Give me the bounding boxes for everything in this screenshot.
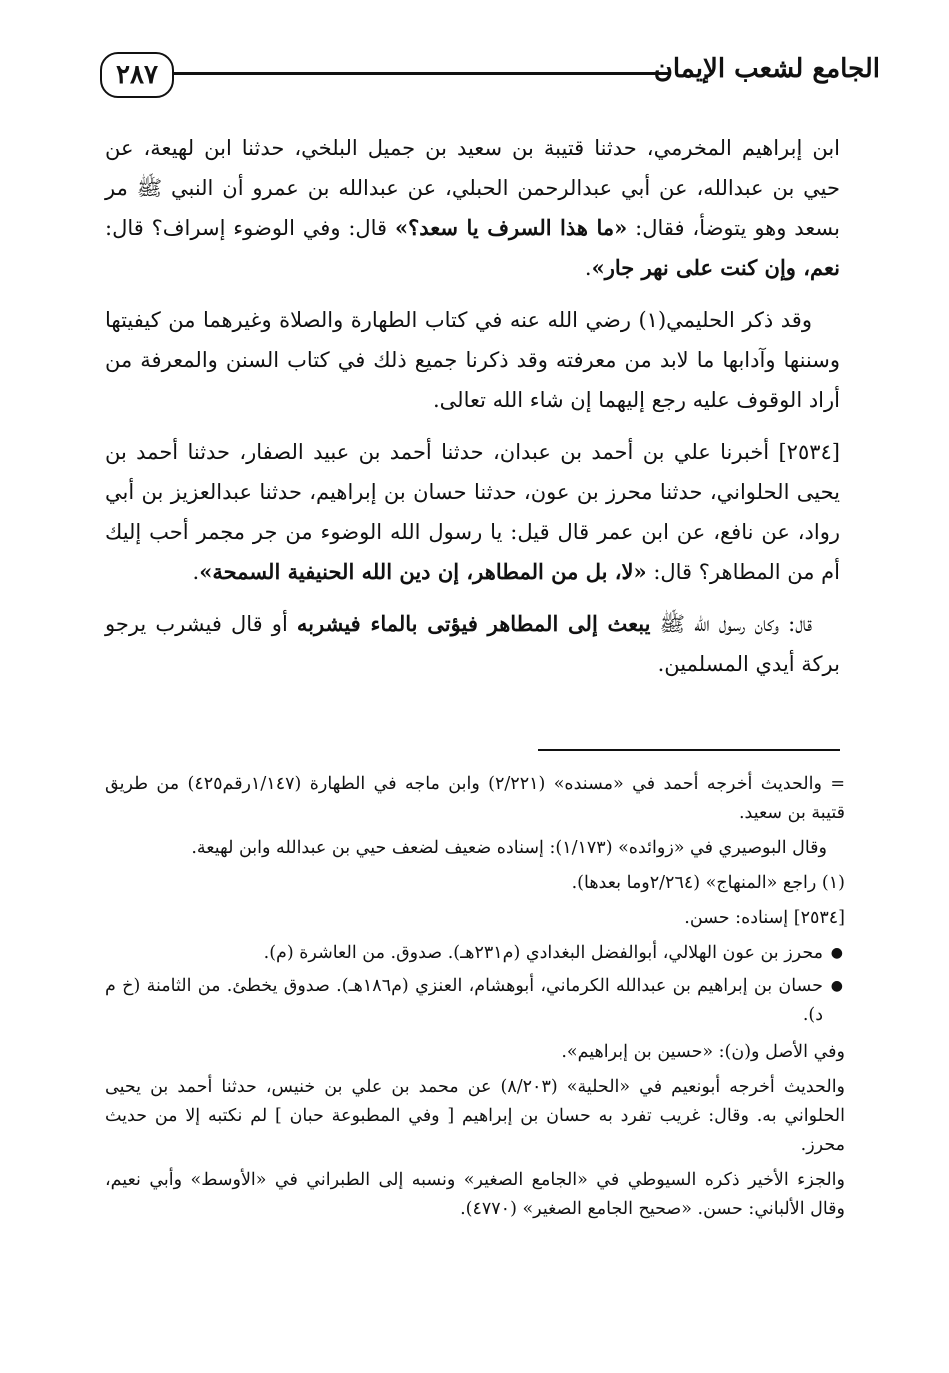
paragraph-hadith-2534 xyxy=(105,432,840,592)
header-rule xyxy=(172,72,670,75)
paragraph-text: ابن إبراهيم المخرمي، حدثنا قتيبة بن سعيد بن جميل البلخي، حدثنا ابن لهيعة، عن حيي بن عبدالله، عن أبي عبدالرحمن الحبلي، عن عبدالله بن عمرو أن النبي ﷺ مر بسعد وهو يتوضأ، فقال: xyxy=(105,136,840,240)
prophet-quote: «ما هذا السرف يا سعد؟» xyxy=(394,215,628,240)
main-text xyxy=(105,128,840,696)
list-item xyxy=(105,939,843,968)
prophet-quote: نعم، وإن كنت على نهر جار» xyxy=(591,255,840,280)
page-number: ٢٨٧ xyxy=(100,52,174,98)
list-item-text: حسان بن إبراهيم بن عبدالله الكرماني، أبوهشام، العنزي (م١٨٦هـ). صدوق يخطئ. من الثامنة (خ م د). xyxy=(105,976,823,1025)
footnote-busiri: وقال البوصيري في «زوائده» (١/١٧٣): إسناده ضعيف لضعف حيي بن عبدالله وابن لهيعة. xyxy=(191,838,827,858)
emphasized-text: يبعث إلى المطاهر فيؤتى بالماء فيشربه xyxy=(296,611,651,636)
prophet-quote: «لا، بل من المطاهر، إن دين الله الحنيفية السمحة» xyxy=(199,559,647,584)
footnote-1: (١) راجع «المنهاج» (٢/٢٦٤وما بعدها). xyxy=(571,873,845,893)
narrator-list xyxy=(105,939,845,1030)
paragraph-matahir xyxy=(105,604,840,684)
list-item xyxy=(105,972,843,1030)
paragraph-text: . xyxy=(192,560,200,584)
paragraph-text: . xyxy=(584,256,592,280)
footnote-hilya: والحديث أخرجه أبونعيم في «الحلية» (٨/٢٠٣) عن محمد بن علي بن خنيس، حدثنا أحمد بن يحيى الحلواني به. وقال: غريب تفرد به حسان بن إبراهيم [ وفي المطبوعة حبان ] لم نكتبه إلا من حديث محرز. xyxy=(105,1077,846,1155)
footnote-divider xyxy=(538,749,840,751)
paragraph-text: أو قال فيشرب يرجو بركة أيدي المسلمين. xyxy=(105,612,840,676)
running-header xyxy=(100,52,880,102)
book-title: الجامع لشعب الإيمان xyxy=(653,54,880,84)
bullet-icon: ● xyxy=(830,945,843,961)
footnote-suyuti: والجزء الأخير ذكره السيوطي في «الجامع الصغير» ونسبه إلى الطبراني في «الأوسط» وأبي نعيم، وقال الألباني: حسن. «صحيح الجامع الصغير» (٤٧٧٠). xyxy=(105,1170,845,1219)
footnote-2534-heading: [٢٥٣٤] إسناده: حسن. xyxy=(684,908,845,928)
list-item-text: محرز بن عون الهلالي، أبوالفضل البغدادي (م٢٣١هـ). صدوق. من العاشرة (م). xyxy=(263,943,823,963)
bullet-icon: ● xyxy=(830,978,843,994)
footnote-manuscript-note: وفي الأصل و(ن): «حسين بن إبراهيم». xyxy=(561,1042,845,1062)
footnote-continuation: = والحديث أخرجه أحمد في «مسنده» (٢/٢٢١) وابن ماجه في الطهارة (١/١٤٧رقم٤٢٥) من طريق قتيبة بن سعيد. xyxy=(105,774,845,823)
paragraph-text: قال: وكان رسول الله ﷺ xyxy=(650,612,812,636)
paragraph-halimi: وقد ذكر الحليمي(١) رضي الله عنه في كتاب الطهارة والصلاة وغيرهما من كيفيتها وسننها وآدابها ما لابد من معرفته وقد ذكرنا جميع ذلك في كتاب السنن والمعرفة من أراد الوقوف عليه رجع إليهما إن شاء الله تعالى. xyxy=(105,308,840,412)
footnotes-section xyxy=(105,770,845,1230)
paragraph-hadith-isnad xyxy=(105,128,840,288)
paragraph-text: [٢٥٣٤] أخبرنا علي بن أحمد بن عبدان، حدثنا أحمد بن عبيد الصفار، حدثنا أحمد بن يحيى الحلواني، حدثنا محرز بن عون، حدثنا حسان بن إبراهيم، حدثنا عبدالعزيز بن أبي رواد، عن نافع، عن ابن عمر قال قيل: يا رسول الله الوضوء من جر مجمر أحب إليك أم من المطاهر؟ قال: xyxy=(105,440,840,584)
paragraph-text: قال: وفي الوضوء إسراف؟ قال: xyxy=(105,216,395,240)
